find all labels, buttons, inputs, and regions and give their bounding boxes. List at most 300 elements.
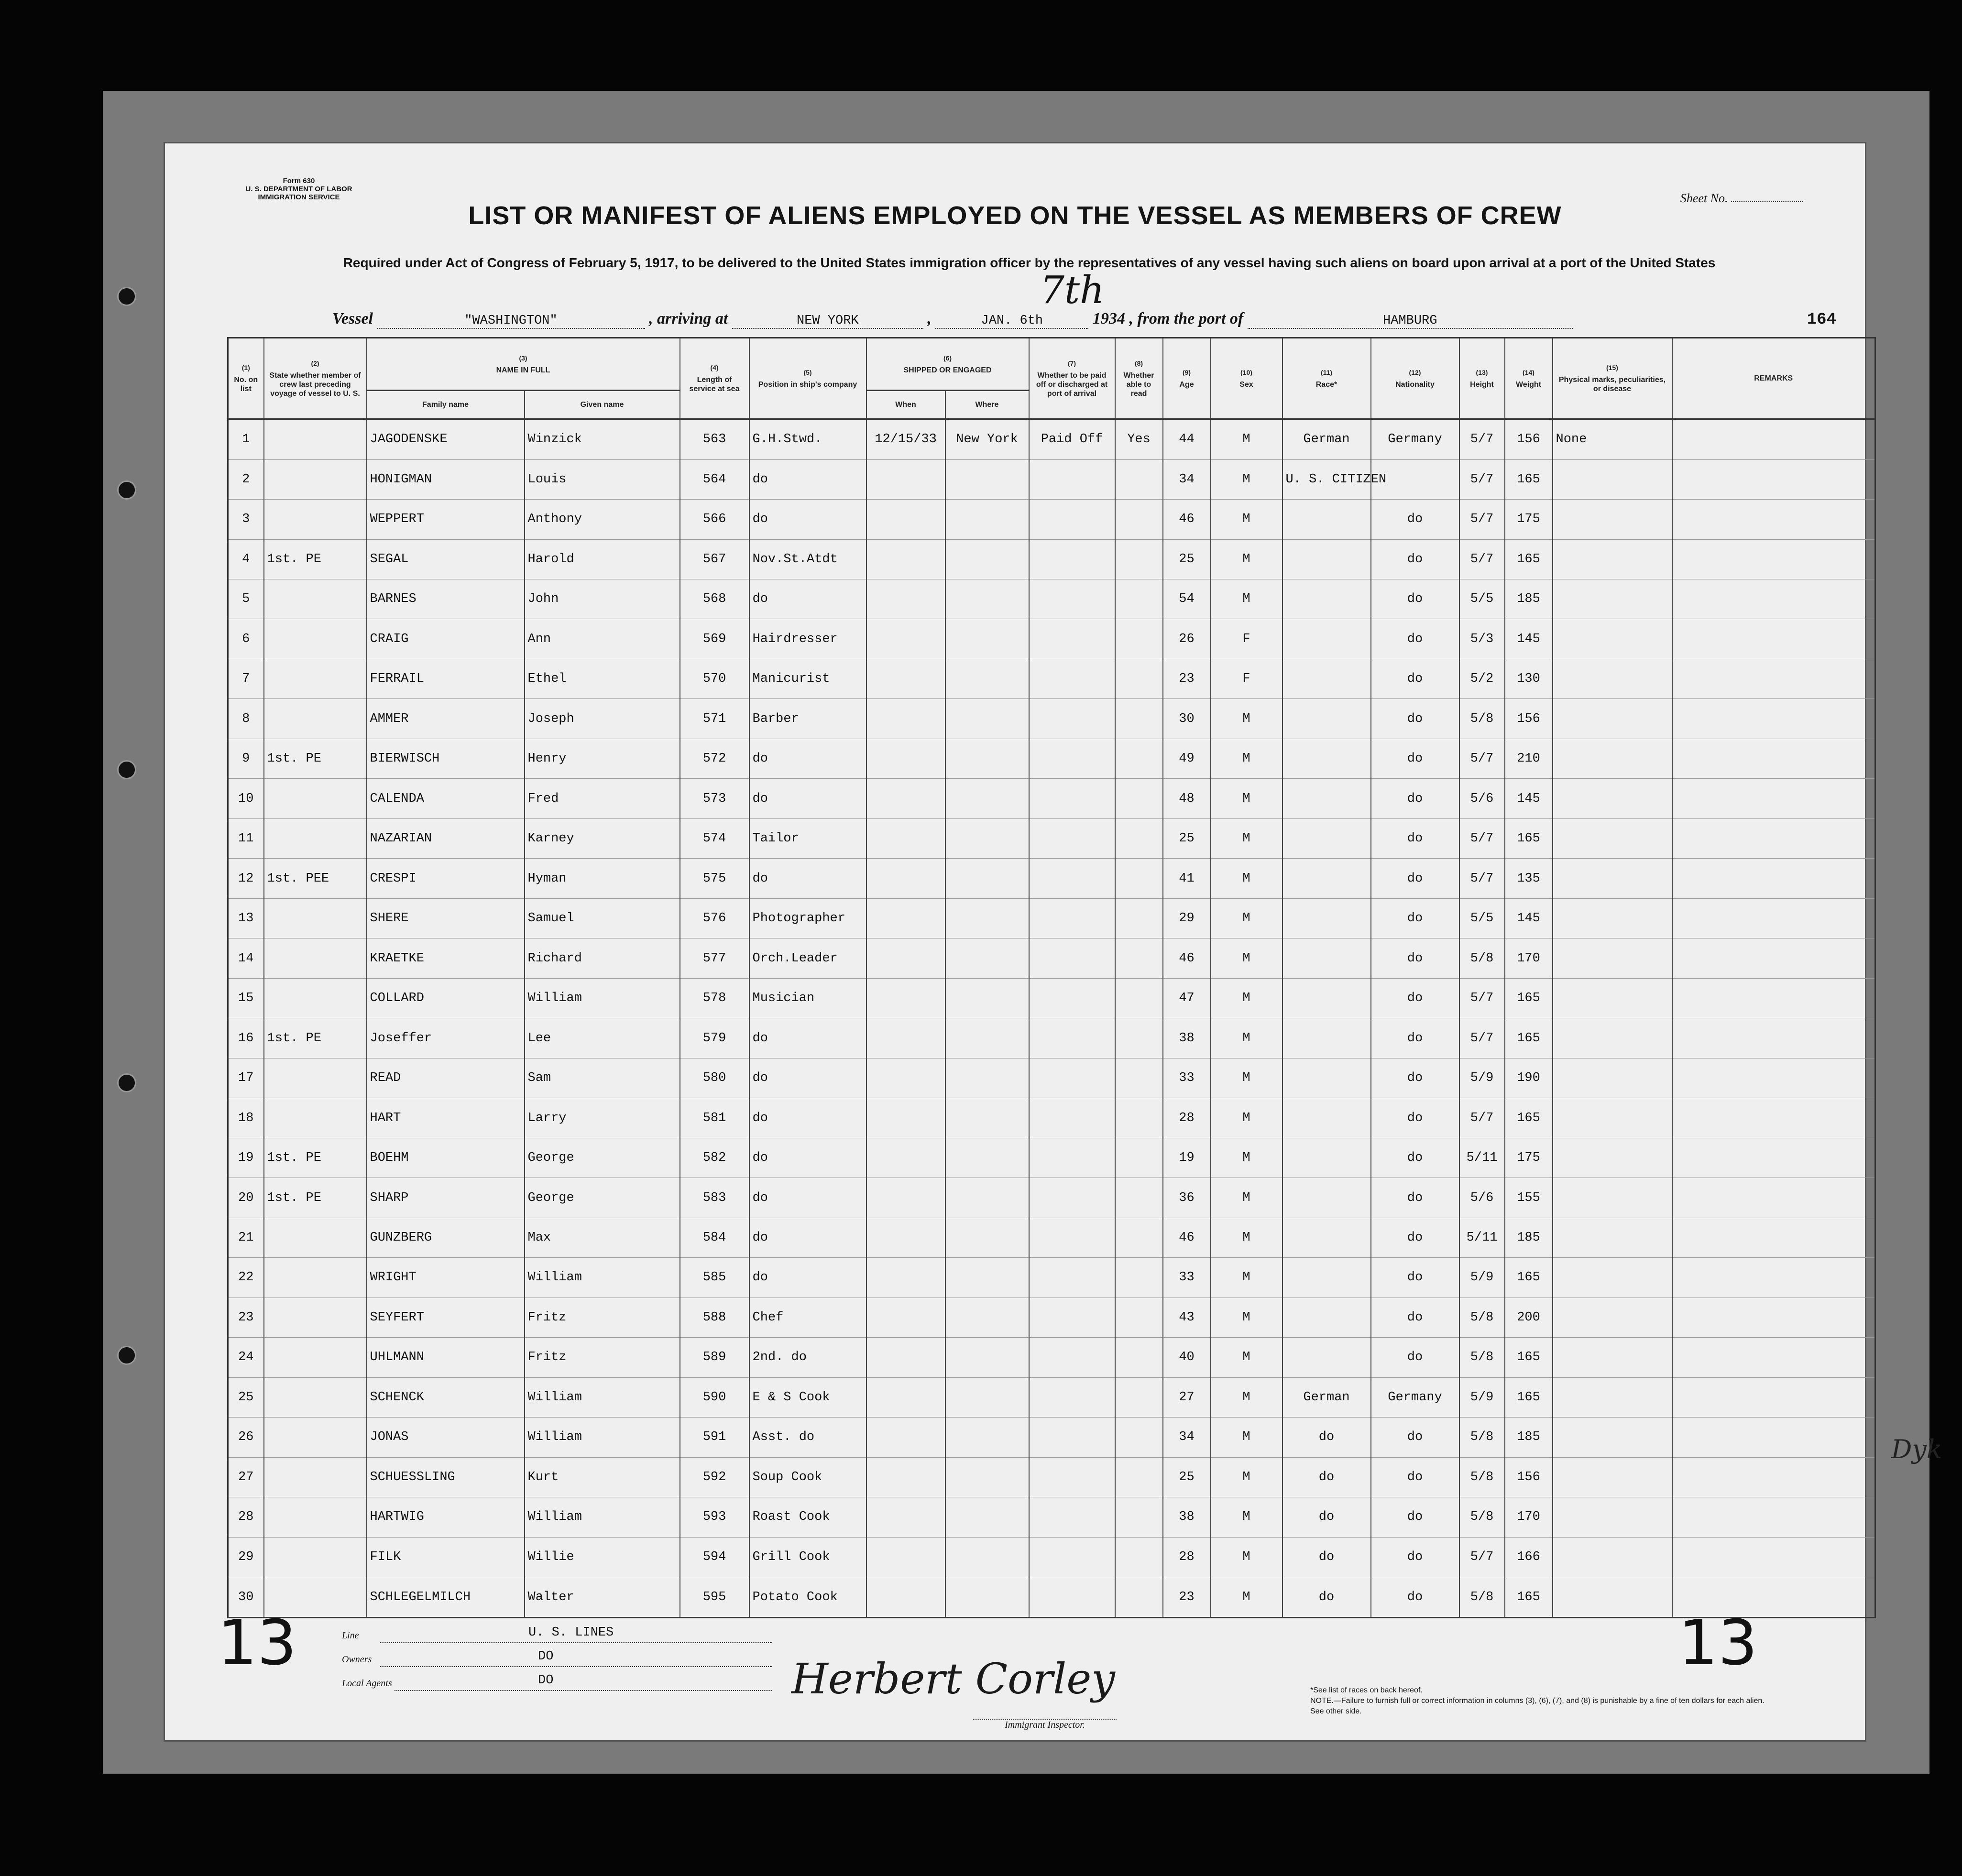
cell-position: Grill Cook	[749, 1537, 866, 1577]
cell-no: 22	[228, 1258, 264, 1298]
table-row	[228, 1218, 1875, 1257]
cell-when	[866, 1537, 945, 1577]
col-header-age: (9) Age	[1163, 338, 1211, 419]
cell-weight: 175	[1505, 1138, 1553, 1178]
cell-prev	[264, 1377, 367, 1417]
cell-weight: 190	[1505, 1058, 1553, 1098]
cell-when	[866, 818, 945, 858]
cell-read	[1115, 1298, 1163, 1337]
cell-prev	[264, 500, 367, 539]
cell-race	[1282, 859, 1371, 898]
cell-race	[1282, 539, 1371, 579]
cell-race: do	[1282, 1537, 1371, 1577]
cell-no: 25	[228, 1377, 264, 1417]
cell-given: Anthony	[525, 500, 680, 539]
cell-when	[866, 1178, 945, 1218]
cell-race: German	[1282, 1377, 1371, 1417]
cell-marks	[1553, 1537, 1672, 1577]
cell-height: 5/7	[1459, 1537, 1505, 1577]
cell-position: do	[749, 1178, 866, 1218]
cell-service: 579	[680, 1018, 749, 1058]
cell-marks	[1553, 579, 1672, 619]
cell-age: 43	[1163, 1298, 1211, 1337]
cell-paid	[1029, 898, 1115, 938]
cell-sex: M	[1211, 1577, 1282, 1618]
cell-where	[945, 1577, 1029, 1618]
table-row	[228, 1298, 1875, 1337]
cell-given: William	[525, 1418, 680, 1457]
col-header-physical-marks: (15) Physical marks, peculiarities, or disease	[1553, 338, 1672, 419]
cell-position: Chef	[749, 1298, 866, 1337]
cell-marks	[1553, 1418, 1672, 1457]
cell-where	[945, 459, 1029, 499]
agents-label: Local Agents	[342, 1678, 392, 1689]
crew-rows	[228, 419, 1875, 1618]
cell-sex: M	[1211, 978, 1282, 1018]
cell-service: 591	[680, 1418, 749, 1457]
cell-given: Willie	[525, 1537, 680, 1577]
cell-read	[1115, 500, 1163, 539]
cell-marks	[1553, 1577, 1672, 1618]
right-page-count: 13	[1678, 1606, 1758, 1679]
cell-weight: 165	[1505, 1338, 1553, 1377]
cell-given: Hyman	[525, 859, 680, 898]
footer-notes	[1310, 1685, 1774, 1717]
cell-remarks	[1672, 1058, 1875, 1098]
cell-family: NAZARIAN	[367, 818, 525, 858]
cell-position: Soup Cook	[749, 1457, 866, 1497]
cell-read	[1115, 579, 1163, 619]
table-row	[228, 818, 1875, 858]
cell-position: Potato Cook	[749, 1577, 866, 1618]
table-row	[228, 1577, 1875, 1618]
vessel-name: "WASHINGTON"	[377, 314, 645, 329]
cell-sex: M	[1211, 938, 1282, 978]
cell-read	[1115, 1497, 1163, 1537]
cell-sex: F	[1211, 659, 1282, 698]
department-name: U. S. DEPARTMENT OF LABOR	[245, 185, 352, 193]
col-header-nationality: (12) Nationality	[1371, 338, 1459, 419]
cell-given: George	[525, 1178, 680, 1218]
cell-height: 5/8	[1459, 938, 1505, 978]
cell-where	[945, 1537, 1029, 1577]
cell-age: 33	[1163, 1058, 1211, 1098]
year-prefix: 19	[1092, 310, 1109, 327]
cell-prev	[264, 1497, 367, 1537]
margin-annotation: Dyk	[1891, 1434, 1942, 1464]
cell-no: 28	[228, 1497, 264, 1537]
cell-height: 5/9	[1459, 1058, 1505, 1098]
arriving-label: , arriving at	[649, 310, 728, 327]
cell-sex: M	[1211, 1178, 1282, 1218]
line-label: Line	[342, 1630, 359, 1641]
cell-remarks	[1672, 739, 1875, 778]
cell-paid	[1029, 500, 1115, 539]
cell-read	[1115, 1178, 1163, 1218]
cell-weight: 200	[1505, 1298, 1553, 1337]
cell-sex: M	[1211, 818, 1282, 858]
cell-remarks	[1672, 1018, 1875, 1058]
cell-nationality: do	[1371, 1218, 1459, 1257]
cell-age: 46	[1163, 938, 1211, 978]
cell-nationality: do	[1371, 500, 1459, 539]
cell-paid	[1029, 779, 1115, 818]
cell-remarks	[1672, 1098, 1875, 1138]
cell-remarks	[1672, 1418, 1875, 1457]
cell-position: do	[749, 459, 866, 499]
cell-nationality: do	[1371, 1018, 1459, 1058]
line-value: U. S. LINES	[528, 1625, 614, 1640]
vessel-label: Vessel	[332, 310, 373, 327]
cell-weight: 165	[1505, 978, 1553, 1018]
cell-when	[866, 539, 945, 579]
cell-when	[866, 1418, 945, 1457]
cell-family: WEPPERT	[367, 500, 525, 539]
cell-position: G.H.Stwd.	[749, 419, 866, 460]
cell-nationality: do	[1371, 1098, 1459, 1138]
cell-nationality: do	[1371, 539, 1459, 579]
cell-age: 46	[1163, 500, 1211, 539]
cell-no: 19	[228, 1138, 264, 1178]
cell-weight: 130	[1505, 659, 1553, 698]
table-row	[228, 938, 1875, 978]
cell-height: 5/8	[1459, 1418, 1505, 1457]
cell-sex: M	[1211, 739, 1282, 778]
cell-prev	[264, 938, 367, 978]
cell-age: 25	[1163, 539, 1211, 579]
cell-read	[1115, 1018, 1163, 1058]
cell-age: 26	[1163, 619, 1211, 659]
cell-remarks	[1672, 1258, 1875, 1298]
cell-age: 23	[1163, 659, 1211, 698]
cell-nationality: do	[1371, 1418, 1459, 1457]
table-row	[228, 579, 1875, 619]
race-note: *See list of races on back hereof.	[1310, 1686, 1423, 1694]
col-header-remarks: REMARKS	[1672, 338, 1875, 419]
cell-weight: 145	[1505, 779, 1553, 818]
cell-when	[866, 1377, 945, 1417]
cell-prev	[264, 1338, 367, 1377]
cell-age: 33	[1163, 1258, 1211, 1298]
cell-marks: None	[1553, 419, 1672, 460]
cell-prev	[264, 898, 367, 938]
cell-remarks	[1672, 539, 1875, 579]
cell-service: 585	[680, 1258, 749, 1298]
cell-nationality: do	[1371, 1457, 1459, 1497]
cell-where	[945, 1178, 1029, 1218]
cell-weight: 210	[1505, 739, 1553, 778]
cell-service: 574	[680, 818, 749, 858]
cell-family: SEGAL	[367, 539, 525, 579]
cell-no: 5	[228, 579, 264, 619]
cell-no: 8	[228, 699, 264, 739]
cell-race	[1282, 1178, 1371, 1218]
table-row	[228, 859, 1875, 898]
cell-when	[866, 938, 945, 978]
cell-family: CRESPI	[367, 859, 525, 898]
cell-paid	[1029, 1218, 1115, 1257]
cell-height: 5/7	[1459, 500, 1505, 539]
cell-weight: 166	[1505, 1537, 1553, 1577]
cell-prev	[264, 419, 367, 460]
cell-prev	[264, 978, 367, 1018]
cell-where	[945, 1258, 1029, 1298]
cell-prev	[264, 1258, 367, 1298]
cell-race	[1282, 500, 1371, 539]
cell-sex: M	[1211, 419, 1282, 460]
cell-position: do	[749, 739, 866, 778]
cell-sex: M	[1211, 898, 1282, 938]
cell-no: 17	[228, 1058, 264, 1098]
table-row	[228, 1258, 1875, 1298]
cell-height: 5/6	[1459, 1178, 1505, 1218]
cell-read	[1115, 699, 1163, 739]
cell-weight: 165	[1505, 1018, 1553, 1058]
cell-sex: M	[1211, 500, 1282, 539]
cell-marks	[1553, 1497, 1672, 1537]
cell-age: 23	[1163, 1577, 1211, 1618]
cell-service: 590	[680, 1377, 749, 1417]
cell-paid	[1029, 1418, 1115, 1457]
cell-no: 24	[228, 1338, 264, 1377]
cell-sex: M	[1211, 1298, 1282, 1337]
cell-paid	[1029, 659, 1115, 698]
cell-height: 5/6	[1459, 779, 1505, 818]
cell-position: do	[749, 579, 866, 619]
cell-read	[1115, 1058, 1163, 1098]
cell-age: 41	[1163, 859, 1211, 898]
page-number: 164	[1807, 311, 1836, 329]
cell-race	[1282, 898, 1371, 938]
cell-race: U. S. CITIZEN	[1282, 459, 1371, 499]
cell-position: Hairdresser	[749, 619, 866, 659]
cell-where	[945, 1298, 1029, 1337]
cell-prev	[264, 619, 367, 659]
cell-when	[866, 978, 945, 1018]
cell-age: 46	[1163, 1218, 1211, 1257]
cell-given: John	[525, 579, 680, 619]
cell-where	[945, 978, 1029, 1018]
table-row	[228, 779, 1875, 818]
cell-marks	[1553, 818, 1672, 858]
cell-weight: 165	[1505, 818, 1553, 858]
cell-when	[866, 459, 945, 499]
cell-nationality: do	[1371, 739, 1459, 778]
cell-weight: 156	[1505, 1457, 1553, 1497]
cell-weight: 170	[1505, 1497, 1553, 1537]
cell-nationality: do	[1371, 859, 1459, 898]
cell-remarks	[1672, 1298, 1875, 1337]
cell-height: 5/8	[1459, 1497, 1505, 1537]
cell-where	[945, 739, 1029, 778]
cell-paid	[1029, 539, 1115, 579]
cell-given: Max	[525, 1218, 680, 1257]
cell-remarks	[1672, 1338, 1875, 1377]
cell-nationality: do	[1371, 1338, 1459, 1377]
cell-service: 594	[680, 1537, 749, 1577]
cell-age: 25	[1163, 818, 1211, 858]
cell-marks	[1553, 1098, 1672, 1138]
cell-sex: M	[1211, 1537, 1282, 1577]
cell-remarks	[1672, 419, 1875, 460]
cell-sex: M	[1211, 579, 1282, 619]
binder-hole	[117, 1073, 136, 1092]
cell-read	[1115, 1418, 1163, 1457]
cell-paid	[1029, 1258, 1115, 1298]
cell-weight: 165	[1505, 1577, 1553, 1618]
date-correction: 7th	[1040, 268, 1105, 312]
cell-family: HONIGMAN	[367, 459, 525, 499]
cell-when	[866, 500, 945, 539]
cell-remarks	[1672, 459, 1875, 499]
cell-height: 5/8	[1459, 1298, 1505, 1337]
cell-family: FERRAIL	[367, 659, 525, 698]
col-header-name: (3) NAME IN FULL	[367, 338, 680, 391]
cell-paid	[1029, 1098, 1115, 1138]
cell-marks	[1553, 779, 1672, 818]
cell-weight: 175	[1505, 500, 1553, 539]
cell-height: 5/7	[1459, 419, 1505, 460]
service-name: IMMIGRATION SERVICE	[258, 193, 340, 201]
cell-given: George	[525, 1138, 680, 1178]
cell-family: BARNES	[367, 579, 525, 619]
cell-given: Harold	[525, 539, 680, 579]
cell-weight: 145	[1505, 898, 1553, 938]
cell-family: SCHLEGELMILCH	[367, 1577, 525, 1618]
cell-no: 14	[228, 938, 264, 978]
cell-given: Joseph	[525, 699, 680, 739]
cell-race: German	[1282, 419, 1371, 460]
form-number: Form 630	[283, 177, 315, 185]
table-row	[228, 1457, 1875, 1497]
cell-family: FILK	[367, 1537, 525, 1577]
cell-when	[866, 699, 945, 739]
cell-service: 567	[680, 539, 749, 579]
cell-family: GUNZBERG	[367, 1218, 525, 1257]
cell-when	[866, 579, 945, 619]
cell-read	[1115, 739, 1163, 778]
cell-marks	[1553, 1018, 1672, 1058]
cell-read	[1115, 1218, 1163, 1257]
cell-age: 40	[1163, 1338, 1211, 1377]
table-row	[228, 500, 1875, 539]
cell-remarks	[1672, 1178, 1875, 1218]
col-header-shipped: (6) SHIPPED OR ENGAGED	[866, 338, 1029, 391]
cell-age: 28	[1163, 1098, 1211, 1138]
cell-remarks	[1672, 938, 1875, 978]
cell-given: Larry	[525, 1098, 680, 1138]
cell-given: Fritz	[525, 1338, 680, 1377]
cell-position: do	[749, 779, 866, 818]
crew-manifest-table	[227, 337, 1876, 1618]
arrival-date: JAN. 6th	[935, 314, 1088, 329]
cell-prev: 1st. PE	[264, 1018, 367, 1058]
cell-paid	[1029, 1497, 1115, 1537]
table-row	[228, 1178, 1875, 1218]
cell-remarks	[1672, 1138, 1875, 1178]
cell-height: 5/7	[1459, 739, 1505, 778]
cell-remarks	[1672, 779, 1875, 818]
cell-paid: Paid Off	[1029, 419, 1115, 460]
cell-paid	[1029, 1338, 1115, 1377]
cell-race	[1282, 1218, 1371, 1257]
cell-where	[945, 1418, 1029, 1457]
cell-when	[866, 1058, 945, 1098]
col-header-when: When	[866, 391, 945, 419]
cell-sex: M	[1211, 1377, 1282, 1417]
owners-underline	[380, 1666, 772, 1667]
cell-when	[866, 1098, 945, 1138]
cell-when	[866, 1577, 945, 1618]
cell-read: Yes	[1115, 419, 1163, 460]
table-row	[228, 1018, 1875, 1058]
vessel-line: Vessel "WASHINGTON" , arriving at NEW YORK , JAN. 6th 1934 , from the port of HAMBURG	[332, 310, 1791, 329]
cell-when	[866, 659, 945, 698]
cell-where	[945, 1497, 1029, 1537]
cell-paid	[1029, 1577, 1115, 1618]
cell-service: 583	[680, 1178, 749, 1218]
cell-family: SCHUESSLING	[367, 1457, 525, 1497]
cell-paid	[1029, 859, 1115, 898]
cell-nationality: do	[1371, 779, 1459, 818]
cell-sex: F	[1211, 619, 1282, 659]
cell-marks	[1553, 898, 1672, 938]
cell-family: WRIGHT	[367, 1258, 525, 1298]
cell-age: 48	[1163, 779, 1211, 818]
cell-when	[866, 898, 945, 938]
table-row	[228, 739, 1875, 778]
cell-no: 26	[228, 1418, 264, 1457]
cell-sex: M	[1211, 1218, 1282, 1257]
cell-height: 5/7	[1459, 1098, 1505, 1138]
cell-service: 593	[680, 1497, 749, 1537]
cell-marks	[1553, 1338, 1672, 1377]
cell-read	[1115, 539, 1163, 579]
cell-remarks	[1672, 1218, 1875, 1257]
departure-port: HAMBURG	[1248, 314, 1573, 329]
cell-given: Richard	[525, 938, 680, 978]
cell-marks	[1553, 539, 1672, 579]
cell-where	[945, 539, 1029, 579]
binder-hole	[117, 287, 136, 306]
cell-prev	[264, 1058, 367, 1098]
cell-nationality: do	[1371, 1497, 1459, 1537]
cell-marks	[1553, 619, 1672, 659]
cell-remarks	[1672, 978, 1875, 1018]
cell-age: 34	[1163, 459, 1211, 499]
cell-nationality: do	[1371, 898, 1459, 938]
cell-race	[1282, 659, 1371, 698]
sheet-number-label: Sheet No.	[1680, 191, 1728, 205]
cell-height: 5/8	[1459, 699, 1505, 739]
cell-nationality: do	[1371, 1258, 1459, 1298]
cell-prev	[264, 818, 367, 858]
cell-age: 47	[1163, 978, 1211, 1018]
cell-when	[866, 859, 945, 898]
cell-where	[945, 818, 1029, 858]
cell-prev	[264, 779, 367, 818]
cell-sex: M	[1211, 779, 1282, 818]
cell-where	[945, 779, 1029, 818]
cell-given: Samuel	[525, 898, 680, 938]
cell-prev	[264, 699, 367, 739]
cell-no: 29	[228, 1537, 264, 1577]
cell-race	[1282, 1138, 1371, 1178]
agents-underline	[395, 1690, 772, 1691]
cell-read	[1115, 1098, 1163, 1138]
cell-age: 44	[1163, 419, 1211, 460]
cell-age: 34	[1163, 1418, 1211, 1457]
